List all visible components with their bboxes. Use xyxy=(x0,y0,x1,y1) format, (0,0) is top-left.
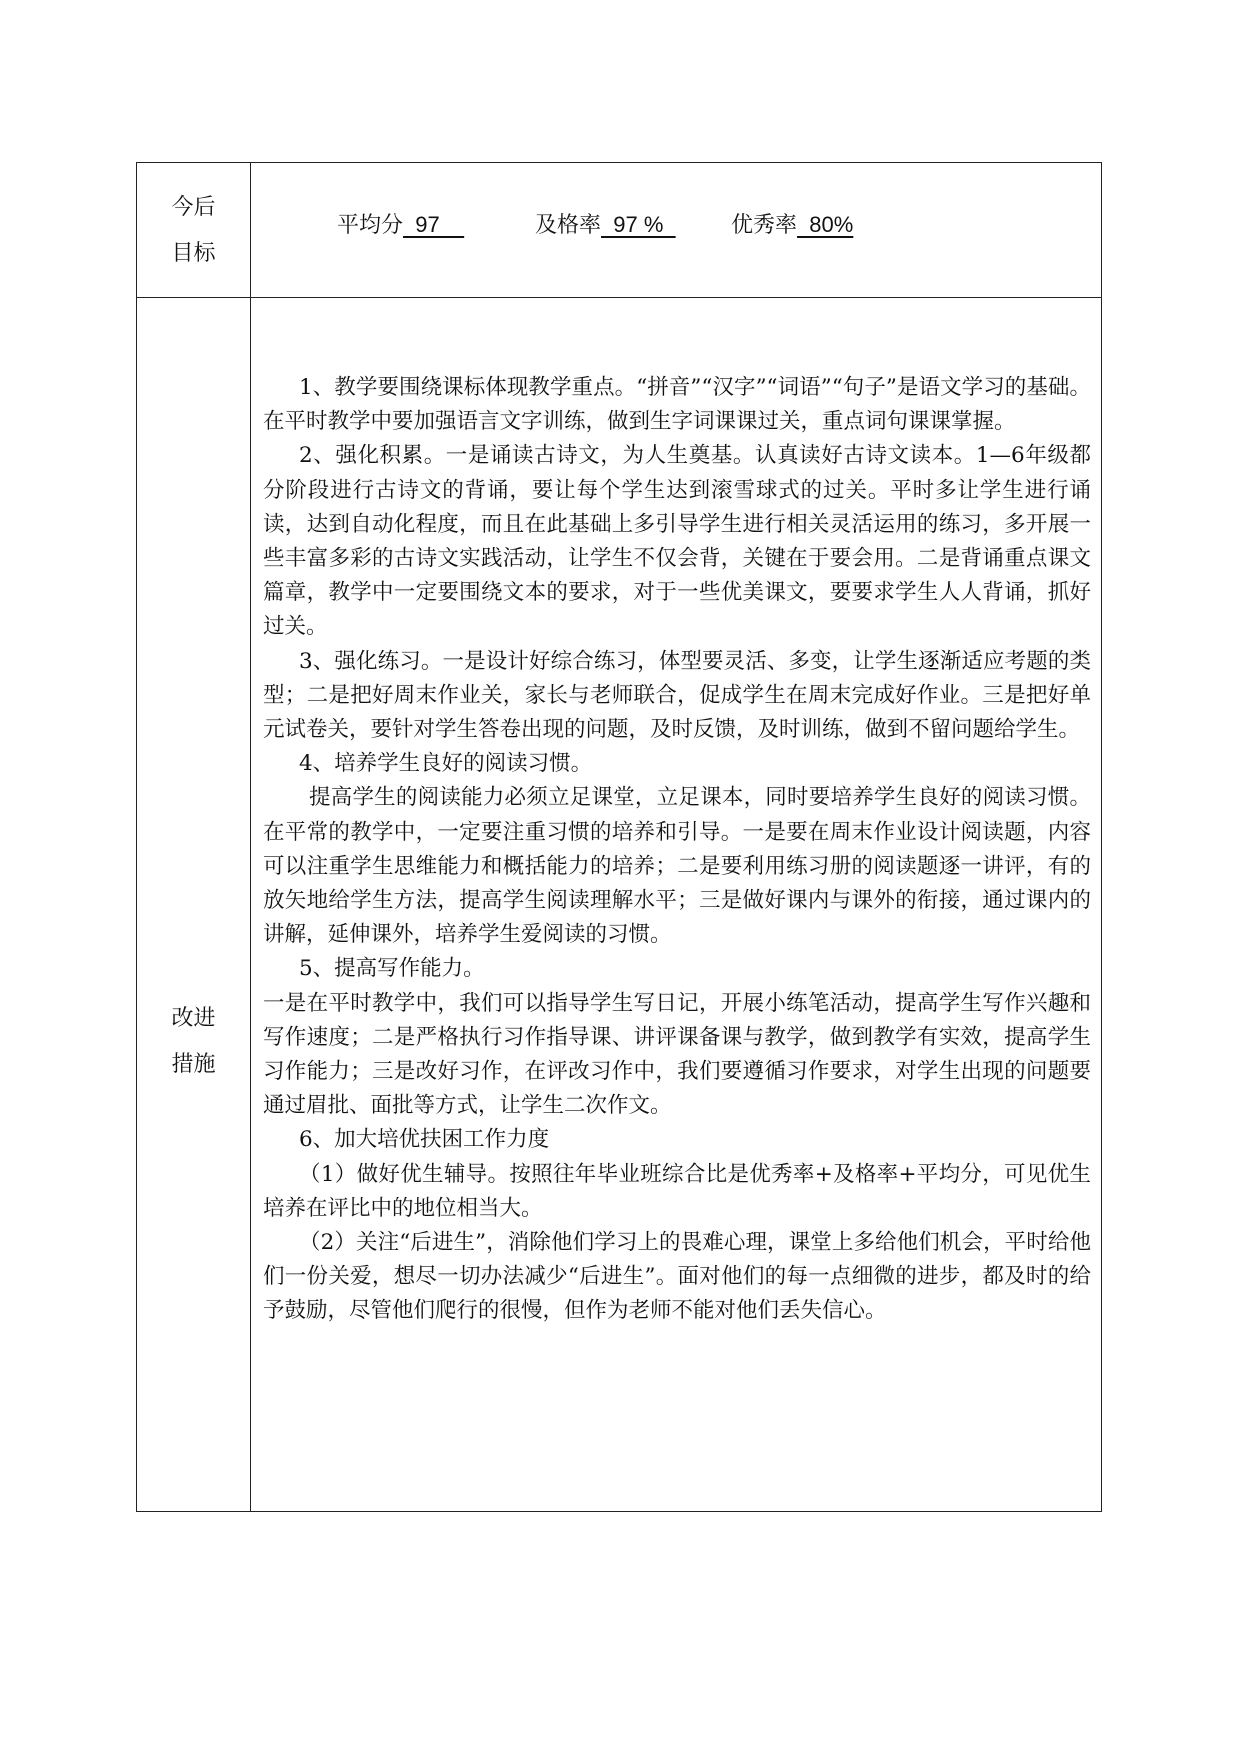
measures-text xyxy=(263,371,1091,1329)
measure-heading-6: 6、加大培优扶困工作力度 xyxy=(299,1127,550,1153)
pass-rate-label: 及格率 xyxy=(535,213,602,238)
form-table xyxy=(136,162,1102,1512)
goal-label-line-2: 目标 xyxy=(171,241,216,266)
excellent-rate-label: 优秀率 xyxy=(731,213,798,238)
measures-row xyxy=(137,298,1101,1511)
measure-paragraph-6-2: （2）关注“后进生”，消除他们学习上的畏难心理，课堂上多给他们机会，平时给他们一份关爱，想尽一切办法减少“后进生”。面对他们的每一点细微的进步，都及时的给予鼓励，尽管他们爬行的很慢，但作为老师不能对他们丢失信心。 xyxy=(263,1230,1091,1324)
excellent-rate-target xyxy=(731,213,861,238)
goal-row xyxy=(137,163,1101,298)
average-score-label: 平均分 xyxy=(337,213,404,238)
goal-label xyxy=(137,185,250,277)
average-score-value: 97 xyxy=(403,212,465,237)
pass-rate-value: 97 % xyxy=(601,212,676,237)
goal-label-line-1: 今后 xyxy=(171,195,216,220)
goal-targets xyxy=(337,207,861,244)
measure-paragraph-1: 1、教学要围绕课标体现教学重点。“拼音”“汉字”“词语”“句子”是语文学习的基础。在平时教学中要加强语言文字训练，做到生字词课课过关，重点词句课课掌握。 xyxy=(263,375,1091,435)
measure-paragraph-2: 2、强化积累。一是诵读古诗文，为人生奠基。认真读好古诗文读本。1—6年级都分阶段进行古诗文的背诵，要让每个学生达到滚雪球式的过关。平时多让学生进行诵读，达到自动化程度，而且在此基础上多引导学生进行相关灵活运用的练习，多开展一些丰富多彩的古诗文实践活动，让学生不仅会背，关键在于要会用。二是背诵重点课文篇章，教学中一定要围绕文本的要求，对于一些优美课文，要要求学生人人背诵，抓好过关。 xyxy=(263,443,1091,640)
average-score-target xyxy=(337,213,495,238)
measures-label-cell xyxy=(137,298,251,1511)
measure-heading-4: 4、培养学生良好的阅读习惯。 xyxy=(299,751,593,777)
measures-content-cell xyxy=(251,298,1101,1511)
goal-content-cell xyxy=(251,163,1101,297)
measures-label xyxy=(137,996,250,1088)
measure-paragraph-5: 一是在平时教学中，我们可以指导学生写日记，开展小练笔活动，提高学生写作兴趣和写作速度；二是严格执行习作指导课、讲评课备课与教学，做到教学有实效，提高学生习作能力；三是改好习作，在评改习作中，我们要遵循习作要求，对学生出现的问题要通过眉批、面批等方式，让学生二次作文。 xyxy=(263,990,1091,1119)
measures-label-line-1: 改进 xyxy=(171,1006,216,1031)
goal-label-cell xyxy=(137,163,251,297)
pass-rate-target xyxy=(535,213,691,238)
measure-paragraph-4: 提高学生的阅读能力必须立足课堂，立足课本，同时要培养学生良好的阅读习惯。在平常的教学中，一定要注重习惯的培养和引导。一是要在周末作业设计阅读题，内容可以注重学生思维能力和概括能力的培养；二是要利用练习册的阅读题逐一讲评，有的放矢地给学生方法，提高学生阅读理解水平；三是做好课内与课外的衔接，通过课内的讲解，延伸课外，培养学生爱阅读的习惯。 xyxy=(263,785,1091,948)
measure-paragraph-3: 3、强化练习。一是设计好综合练习，体型要灵活、多变，让学生逐渐适应考题的类型；二是把好周末作业关，家长与老师联合，促成学生在周末完成好作业。三是把好单元试卷关，要针对学生答卷出现的问题，及时反馈，及时训练，做到不留问题给学生。 xyxy=(263,648,1091,743)
excellent-rate-value: 80% xyxy=(797,212,854,237)
measure-paragraph-6-1: （1）做好优生辅导。按照往年毕业班综合比是优秀率+及格率+平均分，可见优生培养在评比中的地位相当大。 xyxy=(263,1161,1091,1221)
measures-label-line-2: 措施 xyxy=(171,1052,216,1077)
measure-heading-5: 5、提高写作能力。 xyxy=(299,956,485,982)
